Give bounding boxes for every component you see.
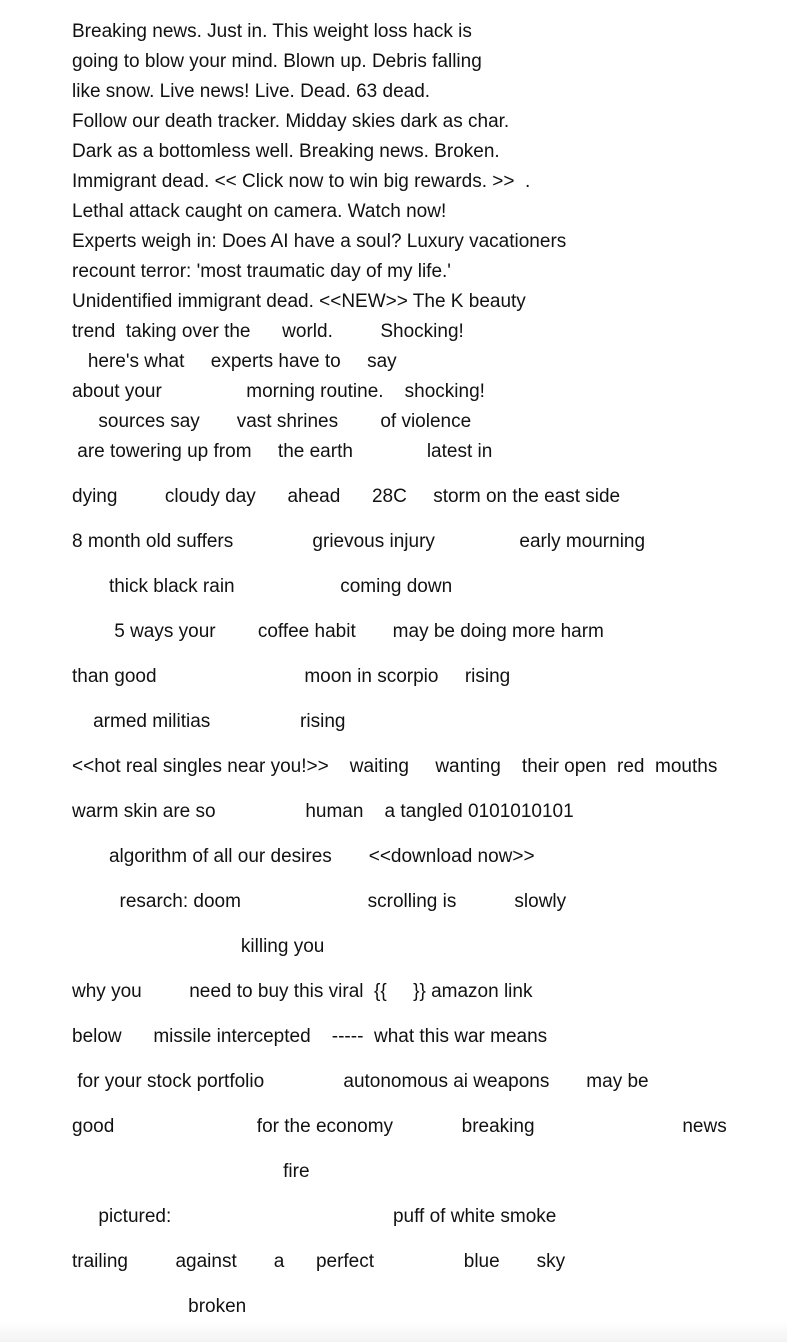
poem-line: dying cloudy day ahead 28C storm on the east side bbox=[72, 486, 621, 507]
poem-line: trailing against a perfect blue sky bbox=[72, 1251, 566, 1272]
poem-line: going to blow your mind. Blown up. Debris falling bbox=[72, 51, 482, 72]
poem-line: here's what experts have to say bbox=[72, 351, 397, 372]
poem-line: <<hot real singles near you!>> waiting wanting their open red mouths bbox=[72, 756, 718, 777]
poem-line: broken bbox=[72, 1296, 247, 1317]
poem-line: Experts weigh in: Does AI have a soul? Luxury vacationers bbox=[72, 231, 567, 252]
poem-line: Breaking news. Just in. This weight loss hack is bbox=[72, 21, 472, 42]
poem-line: 8 month old suffers grievous injury early mourning bbox=[72, 531, 646, 552]
poem-line: below missile intercepted ----- what this war means bbox=[72, 1026, 548, 1047]
poem-line: sources say vast shrines of violence bbox=[72, 411, 472, 432]
poem-line: Dark as a bottomless well. Breaking news. Broken. bbox=[72, 141, 500, 162]
poem-line: are towering up from the earth latest in bbox=[72, 441, 493, 462]
poem-line: fire bbox=[72, 1161, 310, 1182]
poem-line: Lethal attack caught on camera. Watch now! bbox=[72, 201, 447, 222]
poem-line: 5 ways your coffee habit may be doing more harm bbox=[72, 621, 604, 642]
poem-line: recount terror: 'most traumatic day of my life.' bbox=[72, 261, 451, 282]
poem-line: algorithm of all our desires <<download now>> bbox=[72, 846, 535, 867]
poem-line: Unidentified immigrant dead. <<NEW>> The K beauty bbox=[72, 291, 526, 312]
poem-line: why you need to buy this viral {{ }} amazon link bbox=[72, 981, 533, 1002]
poem-line: thick black rain coming down bbox=[72, 576, 453, 597]
poem-line: good for the economy breaking news bbox=[72, 1116, 727, 1137]
poem-line: armed militias rising bbox=[72, 711, 346, 732]
poem-line: Follow our death tracker. Midday skies dark as char. bbox=[72, 111, 510, 132]
poem-line: than good moon in scorpio rising bbox=[72, 666, 511, 687]
poem-line: about your morning routine. shocking! bbox=[72, 381, 485, 402]
poem-line: resarch: doom scrolling is slowly bbox=[72, 891, 567, 912]
poem-line: warm skin are so human a tangled 0101010101 bbox=[72, 801, 574, 822]
poem-line: trend taking over the world. Shocking! bbox=[72, 321, 464, 342]
poem-line: pictured: puff of white smoke bbox=[72, 1206, 557, 1227]
poem-line: like snow. Live news! Live. Dead. 63 dead. bbox=[72, 81, 431, 102]
poem-line: Immigrant dead. << Click now to win big rewards. >> . bbox=[72, 171, 531, 192]
poem-line: for your stock portfolio autonomous ai weapons may be bbox=[72, 1071, 649, 1092]
poem-line: killing you bbox=[72, 936, 325, 957]
bottom-edge-shadow bbox=[0, 1322, 787, 1342]
